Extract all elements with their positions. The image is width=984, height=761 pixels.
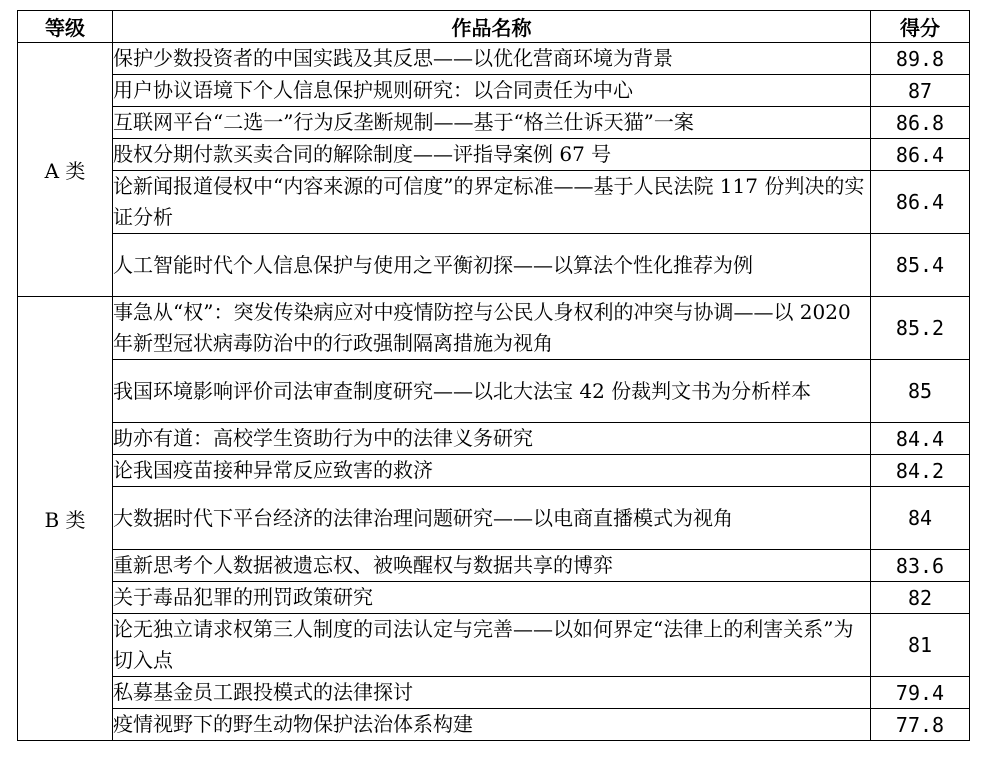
title-cell: 论无独立请求权第三人制度的司法认定与完善——以如何界定“法律上的利害关系”为切入点: [113, 614, 871, 677]
score-cell: 85: [871, 360, 970, 423]
title-cell: 论我国疫苗接种异常反应致害的救济: [113, 455, 871, 487]
table-row: [18, 75, 970, 107]
title-cell: 我国环境影响评价司法审查制度研究——以北大法宝 42 份裁判文书为分析样本: [113, 360, 871, 423]
table-row: [18, 487, 970, 550]
header-grade: 等级: [18, 11, 113, 43]
title-cell: 私募基金员工跟投模式的法律探讨: [113, 677, 871, 709]
table-header-row: [18, 11, 970, 43]
score-cell: 85.2: [871, 297, 970, 360]
table-row: [18, 550, 970, 582]
title-cell: 人工智能时代个人信息保护与使用之平衡初探——以算法个性化推荐为例: [113, 234, 871, 297]
title-cell: 助亦有道：高校学生资助行为中的法律义务研究: [113, 423, 871, 455]
title-cell: 事急从“权”：突发传染病应对中疫情防控与公民人身权利的冲突与协调——以 2020 年新型冠状病毒防治中的行政强制隔离措施为视角: [113, 297, 871, 360]
table-row: [18, 709, 970, 741]
table-row: [18, 455, 970, 487]
score-cell: 89.8: [871, 43, 970, 75]
table-row: [18, 234, 970, 297]
header-title: 作品名称: [113, 11, 871, 43]
table-row: [18, 297, 970, 360]
title-cell: 股权分期付款买卖合同的解除制度——评指导案例 67 号: [113, 139, 871, 171]
table-row: [18, 171, 970, 234]
header-score: 得分: [871, 11, 970, 43]
title-cell: 大数据时代下平台经济的法律治理问题研究——以电商直播模式为视角: [113, 487, 871, 550]
score-cell: 83.6: [871, 550, 970, 582]
score-cell: 85.4: [871, 234, 970, 297]
table-row: [18, 139, 970, 171]
grade-cell-a: A 类: [18, 43, 113, 297]
score-cell: 86.4: [871, 139, 970, 171]
table-row: [18, 107, 970, 139]
score-cell: 86.4: [871, 171, 970, 234]
title-cell: 重新思考个人数据被遗忘权、被唤醒权与数据共享的博弈: [113, 550, 871, 582]
score-cell: 81: [871, 614, 970, 677]
grade-cell-b: B 类: [18, 297, 113, 741]
table-row: [18, 360, 970, 423]
award-score-table: [17, 10, 970, 741]
score-cell: 86.8: [871, 107, 970, 139]
title-cell: 论新闻报道侵权中“内容来源的可信度”的界定标准——基于人民法院 117 份判决的实证分析: [113, 171, 871, 234]
score-cell: 84.4: [871, 423, 970, 455]
score-cell: 84.2: [871, 455, 970, 487]
score-cell: 79.4: [871, 677, 970, 709]
score-cell: 82: [871, 582, 970, 614]
table-row: [18, 423, 970, 455]
title-cell: 用户协议语境下个人信息保护规则研究：以合同责任为中心: [113, 75, 871, 107]
score-cell: 77.8: [871, 709, 970, 741]
title-cell: 保护少数投资者的中国实践及其反思——以优化营商环境为背景: [113, 43, 871, 75]
title-cell: 关于毒品犯罪的刑罚政策研究: [113, 582, 871, 614]
score-cell: 84: [871, 487, 970, 550]
title-cell: 互联网平台“二选一”行为反垄断规制——基于“格兰仕诉天猫”一案: [113, 107, 871, 139]
table-row: [18, 614, 970, 677]
score-cell: 87: [871, 75, 970, 107]
table-row: [18, 43, 970, 75]
table-row: [18, 677, 970, 709]
title-cell: 疫情视野下的野生动物保护法治体系构建: [113, 709, 871, 741]
table-row: [18, 582, 970, 614]
